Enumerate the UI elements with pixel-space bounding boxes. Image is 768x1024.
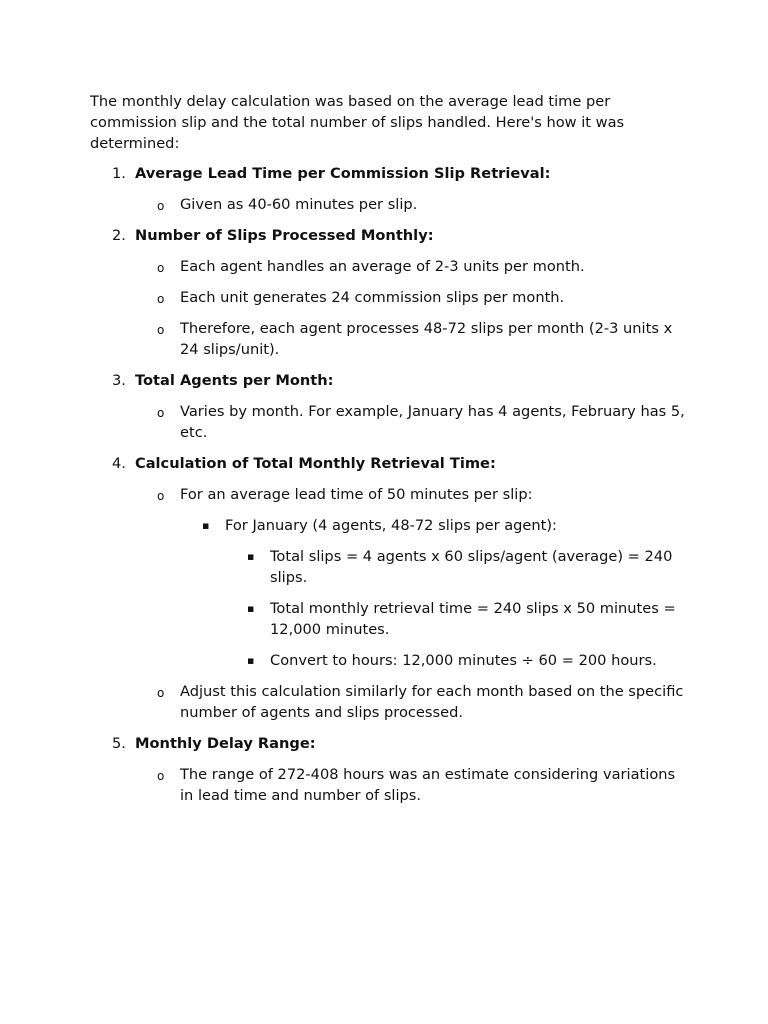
step-title: Calculation of Total Monthly Retrieval Time: <box>135 455 496 472</box>
square-bullet-icon: ▪ <box>247 602 255 615</box>
intro-paragraph: The monthly delay calculation was based on the average lead time per commission slip and the total number of slips handled. Here's how it was determined: <box>90 93 625 152</box>
step-title: Number of Slips Processed Monthly: <box>135 227 434 244</box>
list-item <box>90 453 686 723</box>
sub-list-item <box>135 764 686 806</box>
deep-list-item <box>225 598 686 640</box>
deep-list-item <box>225 546 686 588</box>
square-bullet-icon: ▪ <box>247 550 255 563</box>
hollow-bullet-icon: o <box>157 489 165 503</box>
hollow-bullet-icon: o <box>157 261 165 275</box>
list-item <box>90 370 686 443</box>
hollow-bullet-icon: o <box>157 292 165 306</box>
sub-item-text: For an average lead time of 50 minutes per slip: <box>180 486 533 503</box>
step-number: 1. <box>112 165 126 182</box>
sub-item-text: Given as 40-60 minutes per slip. <box>180 196 418 213</box>
sub-list-item <box>135 256 686 277</box>
square-bullet-icon: ▪ <box>202 519 210 532</box>
hollow-bullet-icon: o <box>157 769 165 783</box>
deep-item-text: Convert to hours: 12,000 minutes ÷ 60 = 200 hours. <box>270 652 657 669</box>
sub-list-item <box>135 681 686 723</box>
list-item <box>90 163 686 215</box>
nested-item-text: For January (4 agents, 48-72 slips per agent): <box>225 517 557 534</box>
hollow-bullet-icon: o <box>157 686 165 700</box>
list-item <box>90 733 686 806</box>
hollow-bullet-icon: o <box>157 199 165 213</box>
step-title: Monthly Delay Range: <box>135 735 316 752</box>
hollow-bullet-icon: o <box>157 323 165 337</box>
sub-list <box>135 256 686 360</box>
steps-list <box>90 163 686 806</box>
sub-list-item <box>135 194 686 215</box>
sub-list <box>135 401 686 443</box>
deep-sub-list <box>225 546 686 671</box>
step-title: Average Lead Time per Commission Slip Retrieval: <box>135 165 551 182</box>
deep-list-item <box>225 650 686 671</box>
deep-item-text: Total slips = 4 agents x 60 slips/agent (average) = 240 slips. <box>270 548 673 586</box>
step-title: Total Agents per Month: <box>135 372 334 389</box>
deep-item-text: Total monthly retrieval time = 240 slips x 50 minutes = 12,000 minutes. <box>270 600 676 638</box>
document-page <box>90 91 686 816</box>
sub-list <box>135 484 686 723</box>
sub-list-item <box>135 484 686 671</box>
sub-list <box>135 194 686 215</box>
sub-item-text: The range of 272-408 hours was an estimate considering variations in lead time and number of slips. <box>180 766 676 804</box>
sub-item-text: Therefore, each agent processes 48-72 slips per month (2-3 units x 24 slips/unit). <box>180 320 673 358</box>
sub-item-text: Each unit generates 24 commission slips per month. <box>180 289 565 306</box>
hollow-bullet-icon: o <box>157 406 165 420</box>
nested-list-item <box>180 515 686 671</box>
step-number: 2. <box>112 227 126 244</box>
sub-list-item <box>135 287 686 308</box>
step-number: 4. <box>112 455 126 472</box>
list-item <box>90 225 686 360</box>
sub-item-text: Each agent handles an average of 2-3 units per month. <box>180 258 585 275</box>
square-bullet-icon: ▪ <box>247 654 255 667</box>
sub-list-item <box>135 401 686 443</box>
sub-item-text: Varies by month. For example, January has 4 agents, February has 5, etc. <box>180 403 685 441</box>
sub-item-text: Adjust this calculation similarly for each month based on the specific number of agents and slips processed. <box>180 683 684 721</box>
sub-list-item <box>135 318 686 360</box>
sub-list <box>135 764 686 806</box>
nested-sub-list <box>180 515 686 671</box>
step-number: 3. <box>112 372 126 389</box>
step-number: 5. <box>112 735 126 752</box>
